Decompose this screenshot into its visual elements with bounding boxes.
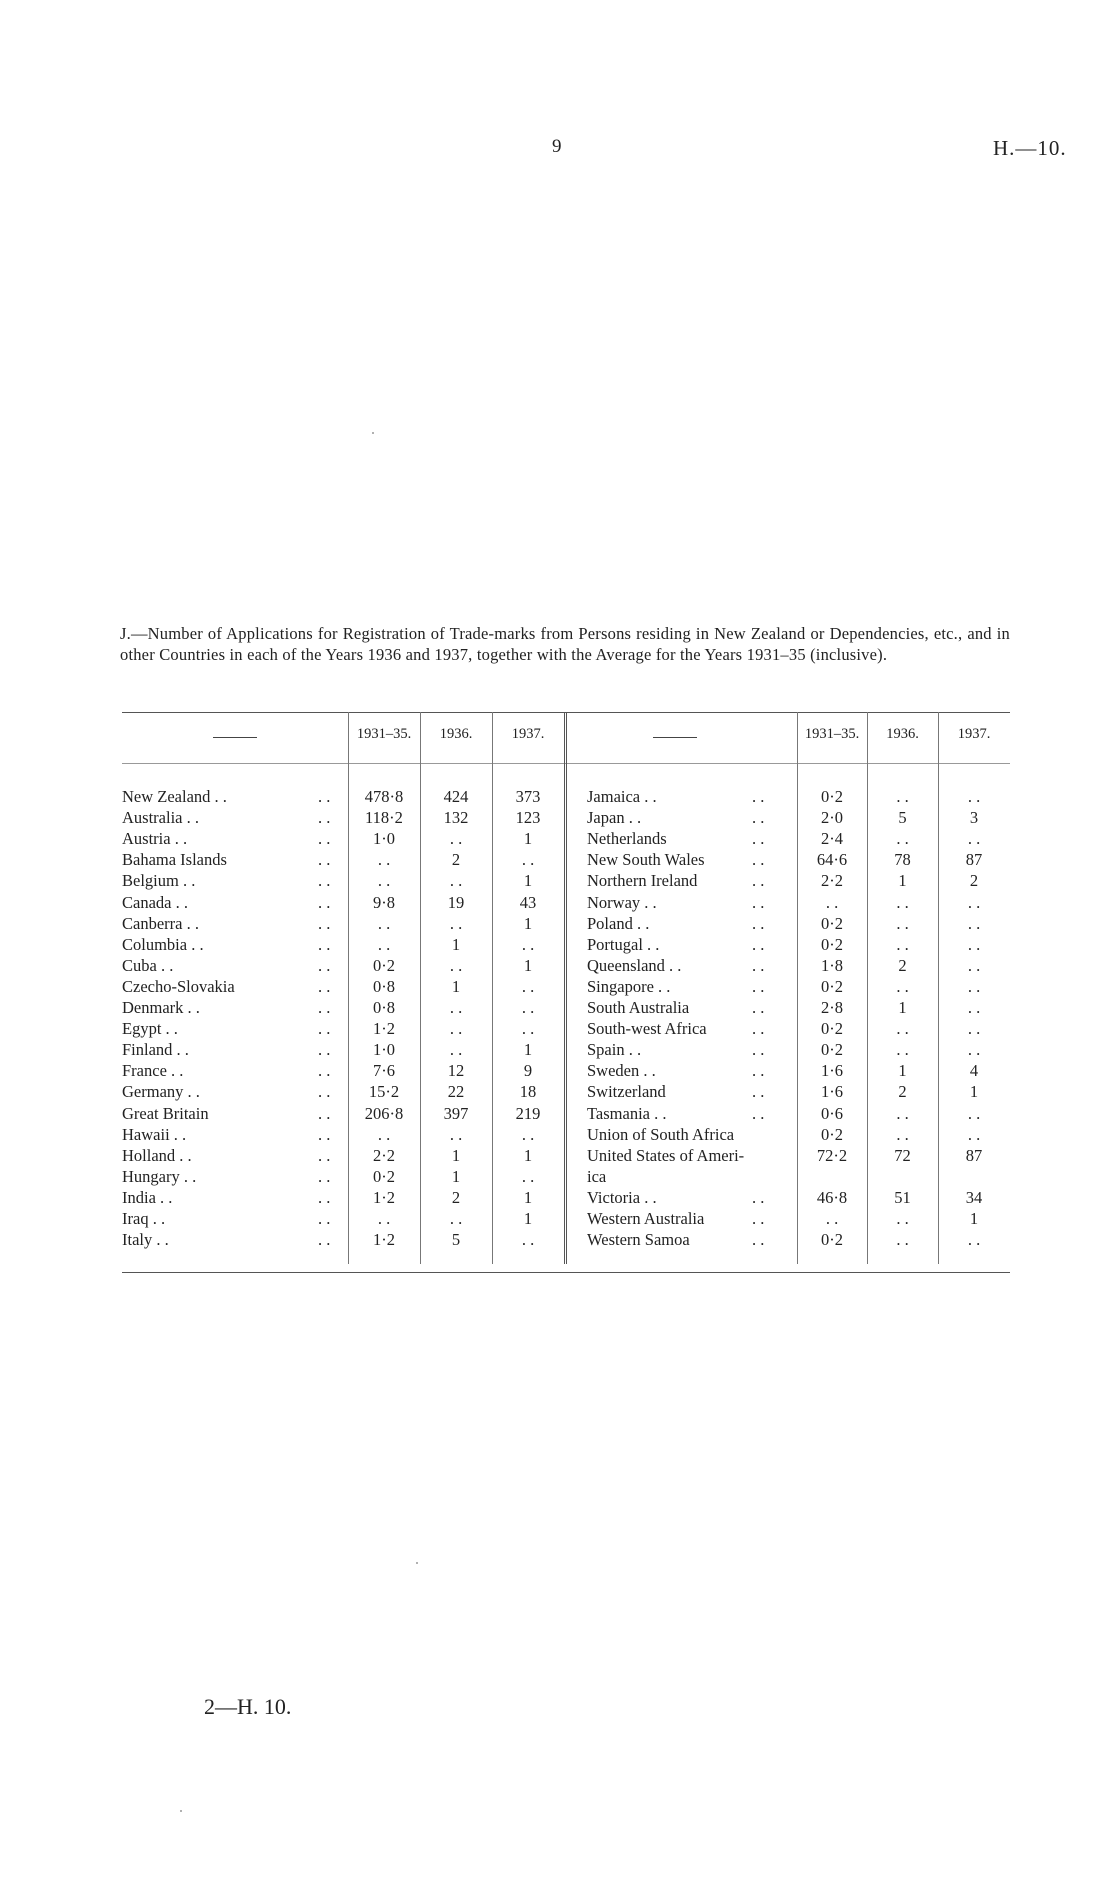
table-row <box>122 1103 1010 1124</box>
country-name: United States of Ameri- <box>587 1145 745 1165</box>
leader-dots: . . <box>752 1103 765 1123</box>
country-name: Denmark . . <box>122 998 200 1017</box>
average-1931-35: 478·8 <box>364 787 404 806</box>
leader-dots: . . <box>318 1040 331 1060</box>
country-name: Belgium . . <box>122 871 196 891</box>
header-dash-left <box>213 737 257 738</box>
table-row <box>122 1060 1010 1081</box>
value-1937: . . <box>967 787 981 806</box>
leader-dots: . . <box>318 871 331 891</box>
leader-dots: . . <box>752 913 765 933</box>
leader-dots: . . <box>752 934 765 954</box>
average-1931-35: . . <box>825 1209 839 1228</box>
value-1936: 12 <box>447 1061 465 1081</box>
value-1937: 1 <box>523 1209 533 1228</box>
header-1936-right: 1936. <box>886 726 919 742</box>
country-name: Queensland . . <box>587 955 682 975</box>
average-1931-35: 2·8 <box>821 998 843 1017</box>
country-name: Cuba . . <box>122 955 174 975</box>
average-1931-35: . . <box>377 1209 391 1228</box>
average-1931-35: 64·6 <box>816 850 848 870</box>
header-1937-left: 1937. <box>511 726 545 742</box>
value-1937: 34 <box>965 1187 983 1207</box>
table-row <box>122 892 1010 913</box>
value-1937: 43 <box>519 892 537 912</box>
leader-dots: . . <box>318 1187 331 1207</box>
average-1931-35: 1·0 <box>373 829 395 849</box>
paper-speck <box>372 432 374 434</box>
value-1936: 1 <box>451 1166 461 1186</box>
value-1937: 18 <box>519 1082 537 1102</box>
country-name: Switzerland <box>587 1082 666 1102</box>
leader-dots: . . <box>318 934 331 954</box>
value-1936: . . <box>449 955 463 975</box>
country-name: Canada . . <box>122 892 188 912</box>
leader-dots: . . <box>318 1061 331 1081</box>
table-bottom-rule <box>122 1272 1010 1273</box>
table-row <box>122 997 1010 1018</box>
value-1937: . . <box>967 892 981 912</box>
country-name: South Australia <box>587 998 690 1017</box>
average-1931-35: . . <box>377 1124 391 1144</box>
country-name: Portugal . . <box>587 934 660 954</box>
value-1936: 5 <box>898 808 907 828</box>
value-1937: . . <box>521 1019 535 1039</box>
average-1931-35: 2·2 <box>821 871 843 891</box>
value-1937: . . <box>521 1166 535 1186</box>
average-1931-35: 1·8 <box>821 955 843 975</box>
value-1936: . . <box>449 871 463 891</box>
value-1937: . . <box>967 998 981 1017</box>
leader-dots: . . <box>752 1082 765 1102</box>
country-name: ica <box>587 1166 607 1186</box>
leader-dots: . . <box>752 1209 765 1228</box>
average-1931-35: 72·2 <box>816 1145 848 1165</box>
value-1937: . . <box>967 829 981 849</box>
value-1937: 1 <box>523 829 533 849</box>
value-1936: 1 <box>898 871 907 891</box>
value-1936: 2 <box>898 955 907 975</box>
value-1936: . . <box>896 1103 909 1123</box>
country-name: Germany . . <box>122 1082 200 1102</box>
leader-dots: . . <box>318 829 331 849</box>
average-1931-35: 0·6 <box>821 1103 843 1123</box>
average-1931-35: 7·6 <box>373 1061 395 1081</box>
average-1931-35: . . <box>825 892 839 912</box>
value-1936: . . <box>449 1019 463 1039</box>
header-dash-right <box>653 737 697 738</box>
country-name: Columbia . . <box>122 934 204 954</box>
value-1937: . . <box>967 1124 981 1144</box>
leader-dots: . . <box>752 871 765 891</box>
value-1936: . . <box>896 1019 909 1039</box>
country-name: Netherlands <box>587 829 667 849</box>
leader-dots: . . <box>318 1103 331 1123</box>
leader-dots: . . <box>752 998 765 1017</box>
leader-dots: . . <box>752 1019 765 1039</box>
table-row <box>122 1229 1010 1250</box>
value-1937: 1 <box>523 1145 533 1165</box>
value-1936: . . <box>449 829 463 849</box>
value-1937: 87 <box>965 850 983 870</box>
country-name: Victoria . . <box>587 1187 657 1207</box>
value-1937: 3 <box>969 808 979 828</box>
average-1931-35: 2·4 <box>821 829 843 849</box>
country-name: Spain . . <box>587 1040 642 1060</box>
value-1936: 5 <box>451 1230 461 1250</box>
header-1931-35-left: 1931–35. <box>356 726 412 742</box>
value-1936: 2 <box>898 1082 907 1102</box>
table-row <box>122 913 1010 934</box>
country-name: Northern Ireland <box>587 871 698 891</box>
paper-speck <box>180 1810 182 1812</box>
country-name: Tasmania . . <box>587 1103 667 1123</box>
average-1931-35: 1·2 <box>373 1230 395 1250</box>
country-name: Australia . . <box>122 808 199 828</box>
table-row <box>122 786 1010 807</box>
value-1937: . . <box>967 934 981 954</box>
value-1936: . . <box>896 1209 909 1228</box>
value-1937: 1 <box>523 1187 533 1207</box>
leader-dots: . . <box>752 1187 765 1207</box>
header-1936-left: 1936. <box>439 726 473 742</box>
country-name: Sweden . . <box>587 1061 656 1081</box>
value-1936: 1 <box>451 976 461 996</box>
leader-dots: . . <box>318 1209 331 1228</box>
average-1931-35: 46·8 <box>816 1187 848 1207</box>
country-name: Jamaica . . <box>587 787 657 806</box>
value-1936: . . <box>896 829 909 849</box>
value-1937: 1 <box>523 871 533 891</box>
value-1937: . . <box>967 976 981 996</box>
table-row <box>122 976 1010 997</box>
leader-dots: . . <box>318 1166 331 1186</box>
table-row <box>122 1166 1010 1187</box>
table-row <box>122 1208 1010 1229</box>
paper-speck <box>416 1562 418 1564</box>
leader-dots: . . <box>318 976 331 996</box>
table-caption: J.—Number of Applications for Registration of Trade-marks from Persons residing in New Zealand or Dependencies, etc., and in other Countries in each of the Years 1936 and 1937, together with the Average for the Years 1931–35 (inclusive). <box>120 624 1010 664</box>
table-row <box>122 1145 1010 1166</box>
value-1936: 1 <box>451 934 461 954</box>
value-1937: . . <box>967 1040 981 1060</box>
average-1931-35: . . <box>377 934 391 954</box>
leader-dots: . . <box>752 829 765 849</box>
value-1937: . . <box>521 850 535 870</box>
value-1937: 1 <box>969 1082 979 1102</box>
country-name: Singapore . . <box>587 976 671 996</box>
country-name: Western Australia <box>587 1209 705 1228</box>
value-1936: 72 <box>894 1145 911 1165</box>
country-name: Great Britain <box>122 1103 209 1123</box>
footer-reference: 2—H. 10. <box>204 1694 292 1719</box>
value-1937: 123 <box>515 808 541 828</box>
table-row <box>122 934 1010 955</box>
country-name: Western Samoa <box>587 1230 690 1250</box>
average-1931-35: 118·2 <box>365 808 403 828</box>
leader-dots: . . <box>318 1019 331 1039</box>
leader-dots: . . <box>318 998 331 1017</box>
value-1936: . . <box>896 934 909 954</box>
leader-dots: . . <box>752 892 765 912</box>
country-name: Iraq . . <box>122 1209 166 1228</box>
leader-dots: . . <box>318 955 331 975</box>
table-row <box>122 1187 1010 1208</box>
value-1937: 1 <box>969 1209 979 1228</box>
country-name: Holland . . <box>122 1145 192 1165</box>
value-1936: 424 <box>443 787 469 806</box>
leader-dots: . . <box>318 913 331 933</box>
table-row <box>122 1039 1010 1060</box>
leader-dots: . . <box>318 892 331 912</box>
value-1937: . . <box>967 1103 981 1123</box>
average-1931-35: 2·2 <box>373 1145 395 1165</box>
value-1937: . . <box>521 1230 535 1250</box>
value-1936: 22 <box>447 1082 465 1102</box>
country-name: Japan . . <box>587 808 642 828</box>
table-row <box>122 870 1010 891</box>
average-1931-35: 0·2 <box>373 1166 395 1186</box>
value-1936: . . <box>896 1230 909 1250</box>
value-1937: . . <box>521 976 535 996</box>
average-1931-35: 206·8 <box>364 1103 404 1123</box>
table-row <box>122 807 1010 828</box>
table-row <box>122 849 1010 870</box>
table-row <box>122 1081 1010 1102</box>
value-1936: 2 <box>451 850 461 870</box>
value-1936: 1 <box>451 1145 461 1165</box>
average-1931-35: 1·0 <box>373 1040 395 1060</box>
table-row <box>122 1124 1010 1145</box>
country-name: Finland . . <box>122 1040 189 1060</box>
average-1931-35: 1·6 <box>821 1082 843 1102</box>
leader-dots: . . <box>318 1230 331 1250</box>
header-1931-35-right: 1931–35. <box>804 726 860 742</box>
leader-dots: . . <box>318 808 331 828</box>
leader-dots: . . <box>318 1082 331 1102</box>
country-name: France . . <box>122 1061 184 1081</box>
value-1937: 9 <box>523 1061 533 1081</box>
country-name: Egypt . . <box>122 1019 178 1039</box>
average-1931-35: 9·8 <box>373 892 395 912</box>
value-1937: 2 <box>969 871 979 891</box>
value-1937: . . <box>967 955 981 975</box>
leader-dots: . . <box>318 787 331 806</box>
average-1931-35: 0·2 <box>821 787 843 806</box>
value-1936: . . <box>449 913 463 933</box>
value-1937: . . <box>967 1230 981 1250</box>
table-row <box>122 828 1010 849</box>
country-name: South-west Africa <box>587 1019 707 1039</box>
average-1931-35: 0·2 <box>821 976 843 996</box>
average-1931-35: 0·2 <box>821 934 843 954</box>
average-1931-35: 0·8 <box>373 976 395 996</box>
value-1936: 19 <box>447 892 465 912</box>
value-1936: . . <box>449 1124 463 1144</box>
value-1937: 87 <box>965 1145 983 1165</box>
average-1931-35: . . <box>377 913 391 933</box>
value-1937: 1 <box>523 955 533 975</box>
country-name: Poland . . <box>587 913 650 933</box>
country-name: Hawaii . . <box>122 1124 187 1144</box>
leader-dots: . . <box>318 1124 331 1144</box>
leader-dots: . . <box>752 955 765 975</box>
leader-dots: . . <box>752 808 765 828</box>
country-name: Canberra . . <box>122 913 199 933</box>
table-row <box>122 955 1010 976</box>
value-1937: . . <box>521 934 535 954</box>
leader-dots: . . <box>752 1230 765 1250</box>
value-1936: 1 <box>898 1061 907 1081</box>
average-1931-35: 1·2 <box>373 1019 395 1039</box>
country-name: Union of South Africa <box>587 1124 735 1144</box>
value-1936: . . <box>896 892 909 912</box>
average-1931-35: 0·2 <box>821 1124 843 1144</box>
value-1936: . . <box>896 1124 909 1144</box>
value-1936: 397 <box>443 1103 469 1123</box>
average-1931-35: 1·6 <box>821 1061 843 1081</box>
country-name: Italy . . <box>122 1230 169 1250</box>
page-reference: H.—10. <box>993 136 1067 160</box>
value-1936: 2 <box>451 1187 461 1207</box>
value-1936: . . <box>449 1040 463 1060</box>
country-name: Bahama Islands <box>122 850 227 870</box>
leader-dots: . . <box>752 787 765 806</box>
value-1936: . . <box>896 787 909 806</box>
leader-dots: . . <box>752 1040 765 1060</box>
leader-dots: . . <box>752 850 765 870</box>
average-1931-35: 0·2 <box>821 1040 843 1060</box>
value-1936: . . <box>896 1040 909 1060</box>
average-1931-35: 0·2 <box>373 955 395 975</box>
country-name: New Zealand . . <box>122 787 227 806</box>
average-1931-35: . . <box>377 871 391 891</box>
country-name: Austria . . <box>122 829 188 849</box>
value-1937: 4 <box>969 1061 979 1081</box>
average-1931-35: 0·8 <box>373 998 395 1017</box>
value-1937: 219 <box>515 1103 541 1123</box>
page-number: 9 <box>552 136 562 157</box>
value-1937: . . <box>967 913 981 933</box>
country-name: Hungary . . <box>122 1166 197 1186</box>
table-row <box>122 1018 1010 1039</box>
leader-dots: . . <box>752 1061 765 1081</box>
value-1936: . . <box>896 913 909 933</box>
value-1937: 1 <box>523 1040 533 1060</box>
leader-dots: . . <box>318 1145 331 1165</box>
value-1936: . . <box>896 976 909 996</box>
country-name: New South Wales <box>587 850 705 870</box>
value-1937: 1 <box>523 913 533 933</box>
value-1937: . . <box>967 1019 981 1039</box>
average-1931-35: 0·2 <box>821 1019 843 1039</box>
country-name: Norway . . <box>587 892 657 912</box>
leader-dots: . . <box>318 850 331 870</box>
value-1936: . . <box>449 998 463 1017</box>
value-1937: 373 <box>515 787 541 806</box>
value-1936: 78 <box>894 850 911 870</box>
header-1937-right: 1937. <box>957 726 991 742</box>
country-name: India . . <box>122 1187 173 1207</box>
average-1931-35: 0·2 <box>821 1230 843 1250</box>
value-1936: . . <box>449 1209 463 1228</box>
value-1937: . . <box>521 998 535 1017</box>
average-1931-35: 1·2 <box>373 1187 395 1207</box>
average-1931-35: 15·2 <box>368 1082 400 1102</box>
average-1931-35: . . <box>377 850 391 870</box>
value-1937: . . <box>521 1124 535 1144</box>
value-1936: 132 <box>443 808 469 828</box>
average-1931-35: 0·2 <box>821 913 843 933</box>
country-name: Czecho-Slovakia <box>122 976 235 996</box>
leader-dots: . . <box>752 976 765 996</box>
value-1936: 51 <box>894 1187 911 1207</box>
value-1936: 1 <box>898 998 907 1017</box>
average-1931-35: 2·0 <box>821 808 843 828</box>
